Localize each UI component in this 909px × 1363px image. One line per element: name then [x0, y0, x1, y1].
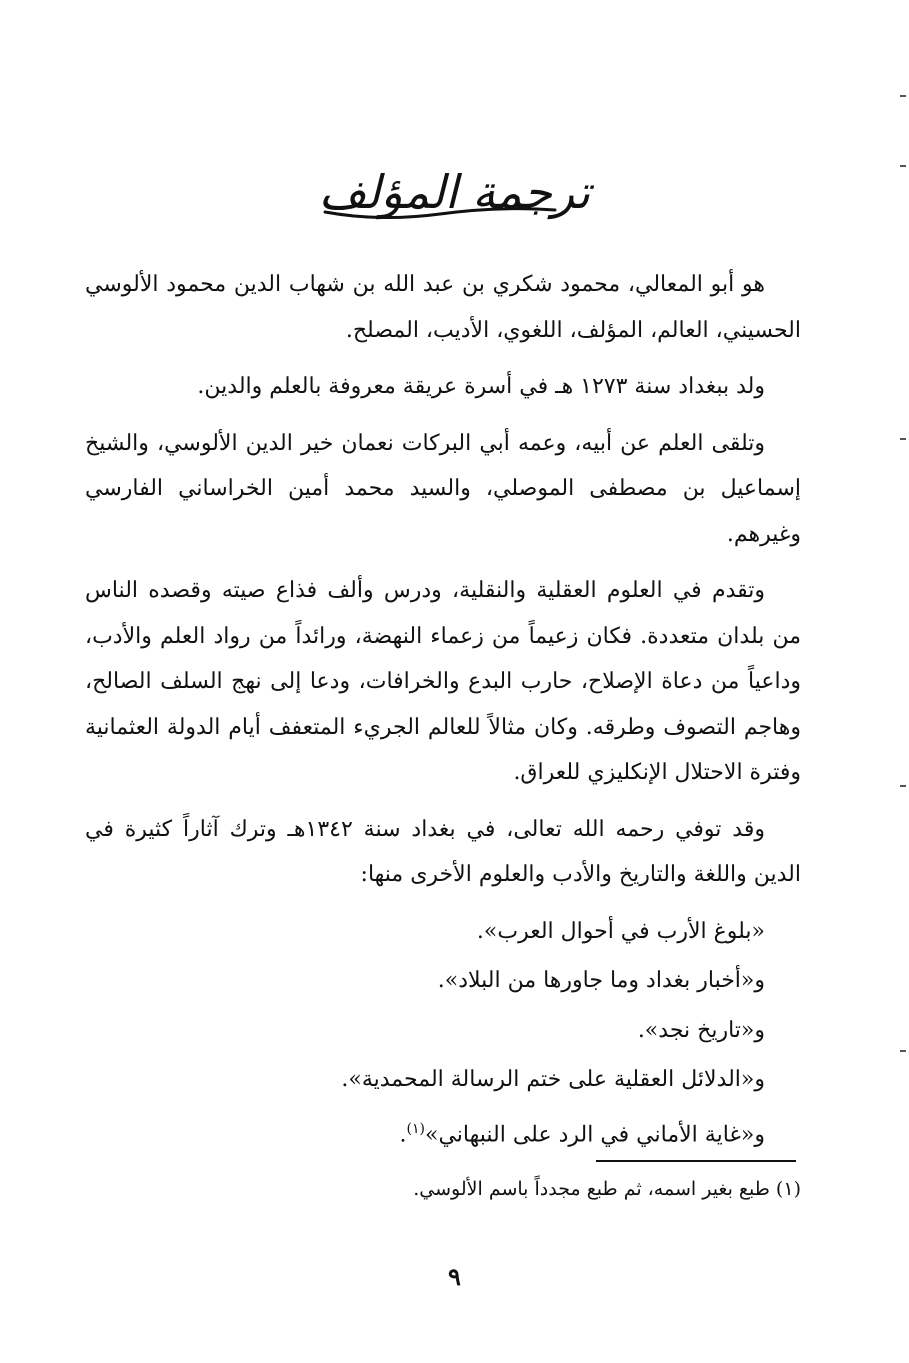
paragraph-teachers: وتلقى العلم عن أبيه، وعمه أبي البركات نعمان خير الدين الألوسي، والشيخ إسماعيل بن مصطفى الموصلي، والسيد محمد أمين الخراساني الفارسي وغيرهم. [85, 430, 801, 547]
margin-mark [900, 785, 906, 787]
title-flourish-icon [320, 198, 560, 222]
page-number: ٩ [448, 1262, 461, 1291]
biography-body [85, 262, 801, 1161]
footnote-divider [596, 1160, 796, 1162]
paragraph-name: هو أبو المعالي، محمود شكري بن عبد الله بن شهاب الدين محمود الألوسي الحسيني، العالم، المؤلف، اللغوي، الأديب، المصلح. [85, 272, 801, 343]
paragraph-death: وقد توفي رحمه الله تعالى، في بغداد سنة ١٣٤٢هـ وترك آثاراً كثيرة في الدين واللغة والتاريخ والأدب والعلوم الأخرى منها: [85, 816, 801, 887]
margin-mark [900, 1050, 906, 1052]
work-item-last [85, 1107, 801, 1158]
work-item: و«الدلائل العقلية على ختم الرسالة المحمدية». [341, 1067, 765, 1092]
footnote-marker: (١) [406, 1120, 425, 1137]
paragraph-birth: ولد ببغداد سنة ١٢٧٣ هـ في أسرة عريقة معروفة بالعلم والدين. [197, 374, 765, 399]
work-item: و«أخبار بغداد وما جاورها من البلاد». [437, 968, 765, 993]
footnote: (١) طبع بغير اسمه، ثم طبع مجدداً باسم الألوسي. [413, 1178, 801, 1200]
margin-mark [900, 165, 906, 167]
work-title: و«غاية الأماني في الرد على النبهاني» [425, 1121, 765, 1147]
page-title: ترجمة المؤلف [318, 165, 591, 219]
work-item: «بلوغ الأرب في أحوال العرب». [476, 918, 765, 944]
margin-mark [900, 438, 906, 440]
margin-mark [900, 95, 906, 97]
work-item: و«تاريخ نجد». [637, 1017, 765, 1043]
paragraph-career: وتقدم في العلوم العقلية والنقلية، ودرس وألف فذاع صيته وقصده الناس من بلدان متعددة. فكان زعيماً من زعماء النهضة، ورائداً من رواد العلم والأدب، وداعياً من دعاة الإصلاح، حارب البدع والخرافات، ودعا إلى نهج السلف الصالح، وهاجم التصوف وطرقه. وكان مثالاً للعالم الجريء المتعفف أيام الدولة العثمانية وفترة الاحتلال الإنكليزي للعراق. [85, 578, 801, 785]
work-end-period: . [399, 1121, 407, 1147]
